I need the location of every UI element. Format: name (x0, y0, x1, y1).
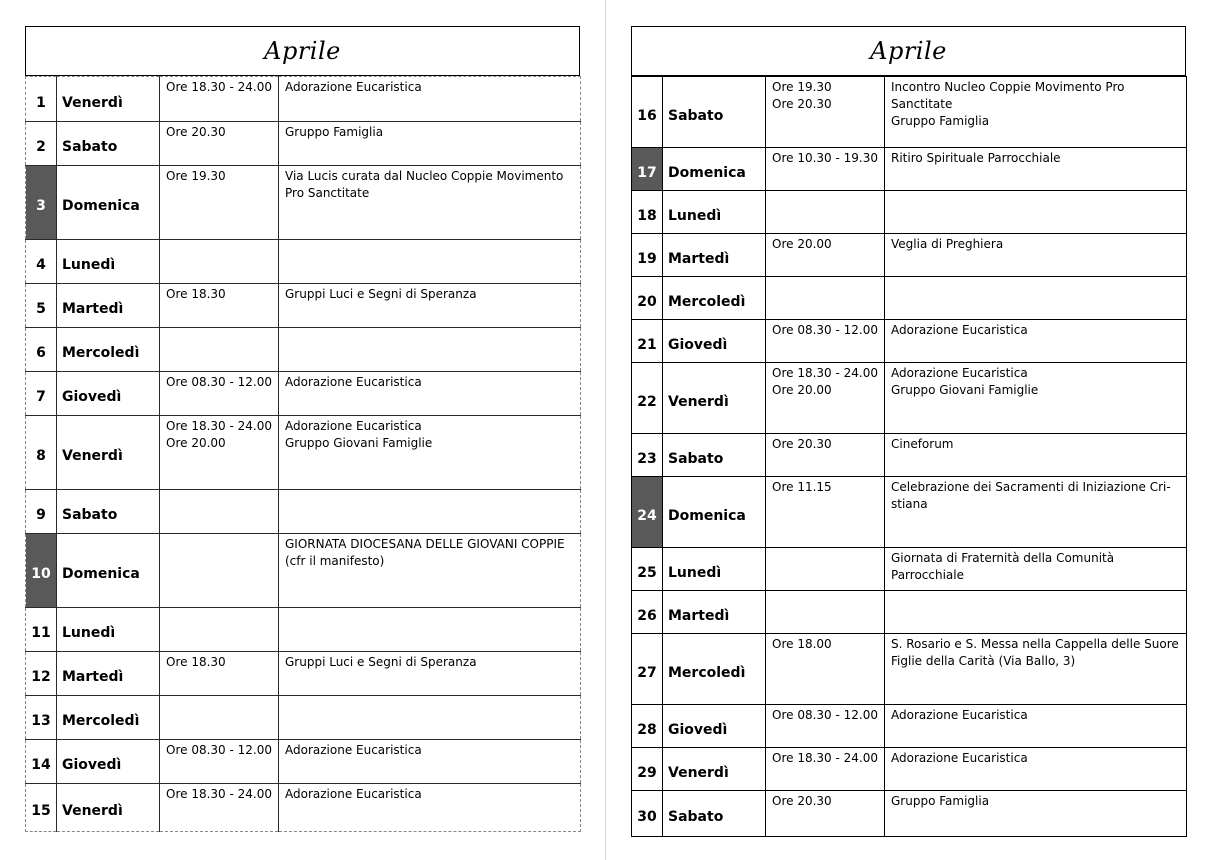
event-time: Ore 18.30 (160, 284, 279, 328)
calendar-row (26, 740, 581, 784)
day-number: 11 (26, 608, 57, 652)
day-number: 24 (632, 477, 663, 548)
day-number: 6 (26, 328, 57, 372)
event-description: Adorazione Eucaristica (279, 372, 581, 416)
calendar-row (26, 534, 581, 608)
calendar-row (26, 652, 581, 696)
weekday-name: Sabato (663, 434, 766, 477)
calendar-row (632, 148, 1187, 191)
weekday-name: Lunedì (663, 548, 766, 591)
weekday-name: Lunedì (57, 608, 160, 652)
day-number: 20 (632, 277, 663, 320)
event-time (160, 328, 279, 372)
weekday-name: Sabato (57, 122, 160, 166)
event-description: Veglia di Preghiera (885, 234, 1187, 277)
event-time: Ore 20.00 (766, 234, 885, 277)
weekday-name: Venerdì (57, 77, 160, 122)
event-description: Gruppo Famiglia (885, 791, 1187, 837)
event-description: Cineforum (885, 434, 1187, 477)
calendar-row (26, 240, 581, 284)
calendar-row (26, 490, 581, 534)
event-description: Adorazione Eucaristica (885, 320, 1187, 363)
weekday-name: Lunedì (663, 191, 766, 234)
calendar-row (632, 748, 1187, 791)
day-number: 2 (26, 122, 57, 166)
weekday-name: Martedì (57, 284, 160, 328)
day-number: 29 (632, 748, 663, 791)
event-description: Adorazione Eucaristica (279, 784, 581, 832)
calendar-row (632, 548, 1187, 591)
day-number: 23 (632, 434, 663, 477)
event-time (766, 191, 885, 234)
day-number: 27 (632, 634, 663, 705)
day-number: 3 (26, 166, 57, 240)
month-title: Aprile (870, 37, 947, 65)
month-title-box (631, 26, 1186, 76)
event-description (885, 591, 1187, 634)
event-time: Ore 19.30 (160, 166, 279, 240)
event-time: Ore 18.30 - 24.00 Ore 20.00 (766, 363, 885, 434)
event-description (279, 608, 581, 652)
event-description (279, 328, 581, 372)
day-number: 26 (632, 591, 663, 634)
calendar-table (631, 76, 1187, 837)
event-time (766, 277, 885, 320)
event-description (279, 240, 581, 284)
calendar-table (25, 76, 581, 832)
event-description: Incontro Nucleo Coppie Movimento Pro Sanctitate Gruppo Famiglia (885, 77, 1187, 148)
weekday-name: Mercoledì (57, 328, 160, 372)
event-description: Gruppi Luci e Segni di Speranza (279, 652, 581, 696)
weekday-name: Sabato (663, 791, 766, 837)
calendar-row (632, 234, 1187, 277)
calendar-row (632, 791, 1187, 837)
event-time: Ore 20.30 (766, 434, 885, 477)
day-number: 7 (26, 372, 57, 416)
event-time: Ore 11.15 (766, 477, 885, 548)
event-time: Ore 18.30 (160, 652, 279, 696)
weekday-name: Martedì (663, 591, 766, 634)
event-time (160, 534, 279, 608)
event-description: Adorazione Eucaristica Gruppo Giovani Famiglie (279, 416, 581, 490)
calendar-row (26, 284, 581, 328)
weekday-name: Venerdì (57, 416, 160, 490)
weekday-name: Giovedì (57, 372, 160, 416)
event-description: Adorazione Eucaristica (885, 748, 1187, 791)
event-time: Ore 08.30 - 12.00 (160, 740, 279, 784)
event-time: Ore 20.30 (766, 791, 885, 837)
event-time (160, 240, 279, 284)
weekday-name: Mercoledì (57, 696, 160, 740)
calendar-row (632, 191, 1187, 234)
calendar-row (632, 320, 1187, 363)
weekday-name: Sabato (663, 77, 766, 148)
event-time (160, 490, 279, 534)
event-description: Celebrazione dei Sacramenti di Iniziazione Cri- stiana (885, 477, 1187, 548)
day-number: 13 (26, 696, 57, 740)
calendar-row (26, 784, 581, 832)
event-time: Ore 19.30 Ore 20.30 (766, 77, 885, 148)
day-number: 1 (26, 77, 57, 122)
weekday-name: Giovedì (57, 740, 160, 784)
event-description (279, 696, 581, 740)
day-number: 19 (632, 234, 663, 277)
day-number: 18 (632, 191, 663, 234)
event-time: Ore 18.30 - 24.00 (766, 748, 885, 791)
calendar-row (26, 372, 581, 416)
month-title: Aprile (264, 37, 341, 65)
event-time (766, 548, 885, 591)
event-time: Ore 18.00 (766, 634, 885, 705)
weekday-name: Lunedì (57, 240, 160, 284)
event-description: Giornata di Fraternità della Comunità Parrocchiale (885, 548, 1187, 591)
day-number: 15 (26, 784, 57, 832)
calendar-row (26, 416, 581, 490)
event-description: Adorazione Eucaristica (885, 705, 1187, 748)
weekday-name: Mercoledì (663, 277, 766, 320)
weekday-name: Venerdì (663, 748, 766, 791)
weekday-name: Martedì (57, 652, 160, 696)
event-time: Ore 10.30 - 19.30 (766, 148, 885, 191)
weekday-name: Sabato (57, 490, 160, 534)
event-time (160, 608, 279, 652)
weekday-name: Mercoledì (663, 634, 766, 705)
event-description: S. Rosario e S. Messa nella Cappella delle Suore Figlie della Carità (Via Ballo, 3) (885, 634, 1187, 705)
day-number: 8 (26, 416, 57, 490)
day-number: 30 (632, 791, 663, 837)
calendar-row (26, 608, 581, 652)
day-number: 25 (632, 548, 663, 591)
calendar-row (26, 696, 581, 740)
day-number: 10 (26, 534, 57, 608)
calendar-row (632, 477, 1187, 548)
event-description: Adorazione Eucaristica (279, 77, 581, 122)
weekday-name: Venerdì (663, 363, 766, 434)
calendar-row (632, 634, 1187, 705)
event-description: Via Lucis curata dal Nucleo Coppie Movimento Pro Sanctitate (279, 166, 581, 240)
weekday-name: Venerdì (57, 784, 160, 832)
page-divider (605, 0, 606, 860)
calendar-row (26, 77, 581, 122)
event-description: Gruppo Famiglia (279, 122, 581, 166)
event-time (160, 696, 279, 740)
month-title-box (25, 26, 580, 76)
event-description (279, 490, 581, 534)
calendar-row (632, 591, 1187, 634)
weekday-name: Giovedì (663, 705, 766, 748)
day-number: 17 (632, 148, 663, 191)
weekday-name: Domenica (663, 148, 766, 191)
event-description: Ritiro Spirituale Parrocchiale (885, 148, 1187, 191)
event-time: Ore 08.30 - 12.00 (766, 320, 885, 363)
event-time: Ore 18.30 - 24.00 (160, 784, 279, 832)
weekday-name: Martedì (663, 234, 766, 277)
event-description: Gruppi Luci e Segni di Speranza (279, 284, 581, 328)
weekday-name: Domenica (57, 166, 160, 240)
calendar-page-right (631, 26, 1186, 837)
calendar-row (632, 434, 1187, 477)
event-time: Ore 18.30 - 24.00 Ore 20.00 (160, 416, 279, 490)
weekday-name: Domenica (57, 534, 160, 608)
weekday-name: Giovedì (663, 320, 766, 363)
calendar-row (632, 277, 1187, 320)
event-description: Adorazione Eucaristica (279, 740, 581, 784)
event-time: Ore 08.30 - 12.00 (160, 372, 279, 416)
event-description: Adorazione Eucaristica Gruppo Giovani Famiglie (885, 363, 1187, 434)
event-description (885, 277, 1187, 320)
day-number: 16 (632, 77, 663, 148)
day-number: 4 (26, 240, 57, 284)
calendar-row (632, 705, 1187, 748)
event-description: GIORNATA DIOCESANA DELLE GIOVANI COPPIE (cfr il manifesto) (279, 534, 581, 608)
calendar-page-left (25, 26, 580, 832)
calendar-row (26, 122, 581, 166)
day-number: 5 (26, 284, 57, 328)
day-number: 9 (26, 490, 57, 534)
day-number: 12 (26, 652, 57, 696)
event-description (885, 191, 1187, 234)
weekday-name: Domenica (663, 477, 766, 548)
day-number: 28 (632, 705, 663, 748)
calendar-row (632, 363, 1187, 434)
calendar-row (26, 328, 581, 372)
event-time: Ore 08.30 - 12.00 (766, 705, 885, 748)
calendar-row (632, 77, 1187, 148)
event-time (766, 591, 885, 634)
day-number: 21 (632, 320, 663, 363)
day-number: 14 (26, 740, 57, 784)
day-number: 22 (632, 363, 663, 434)
calendar-row (26, 166, 581, 240)
event-time: Ore 20.30 (160, 122, 279, 166)
event-time: Ore 18.30 - 24.00 (160, 77, 279, 122)
